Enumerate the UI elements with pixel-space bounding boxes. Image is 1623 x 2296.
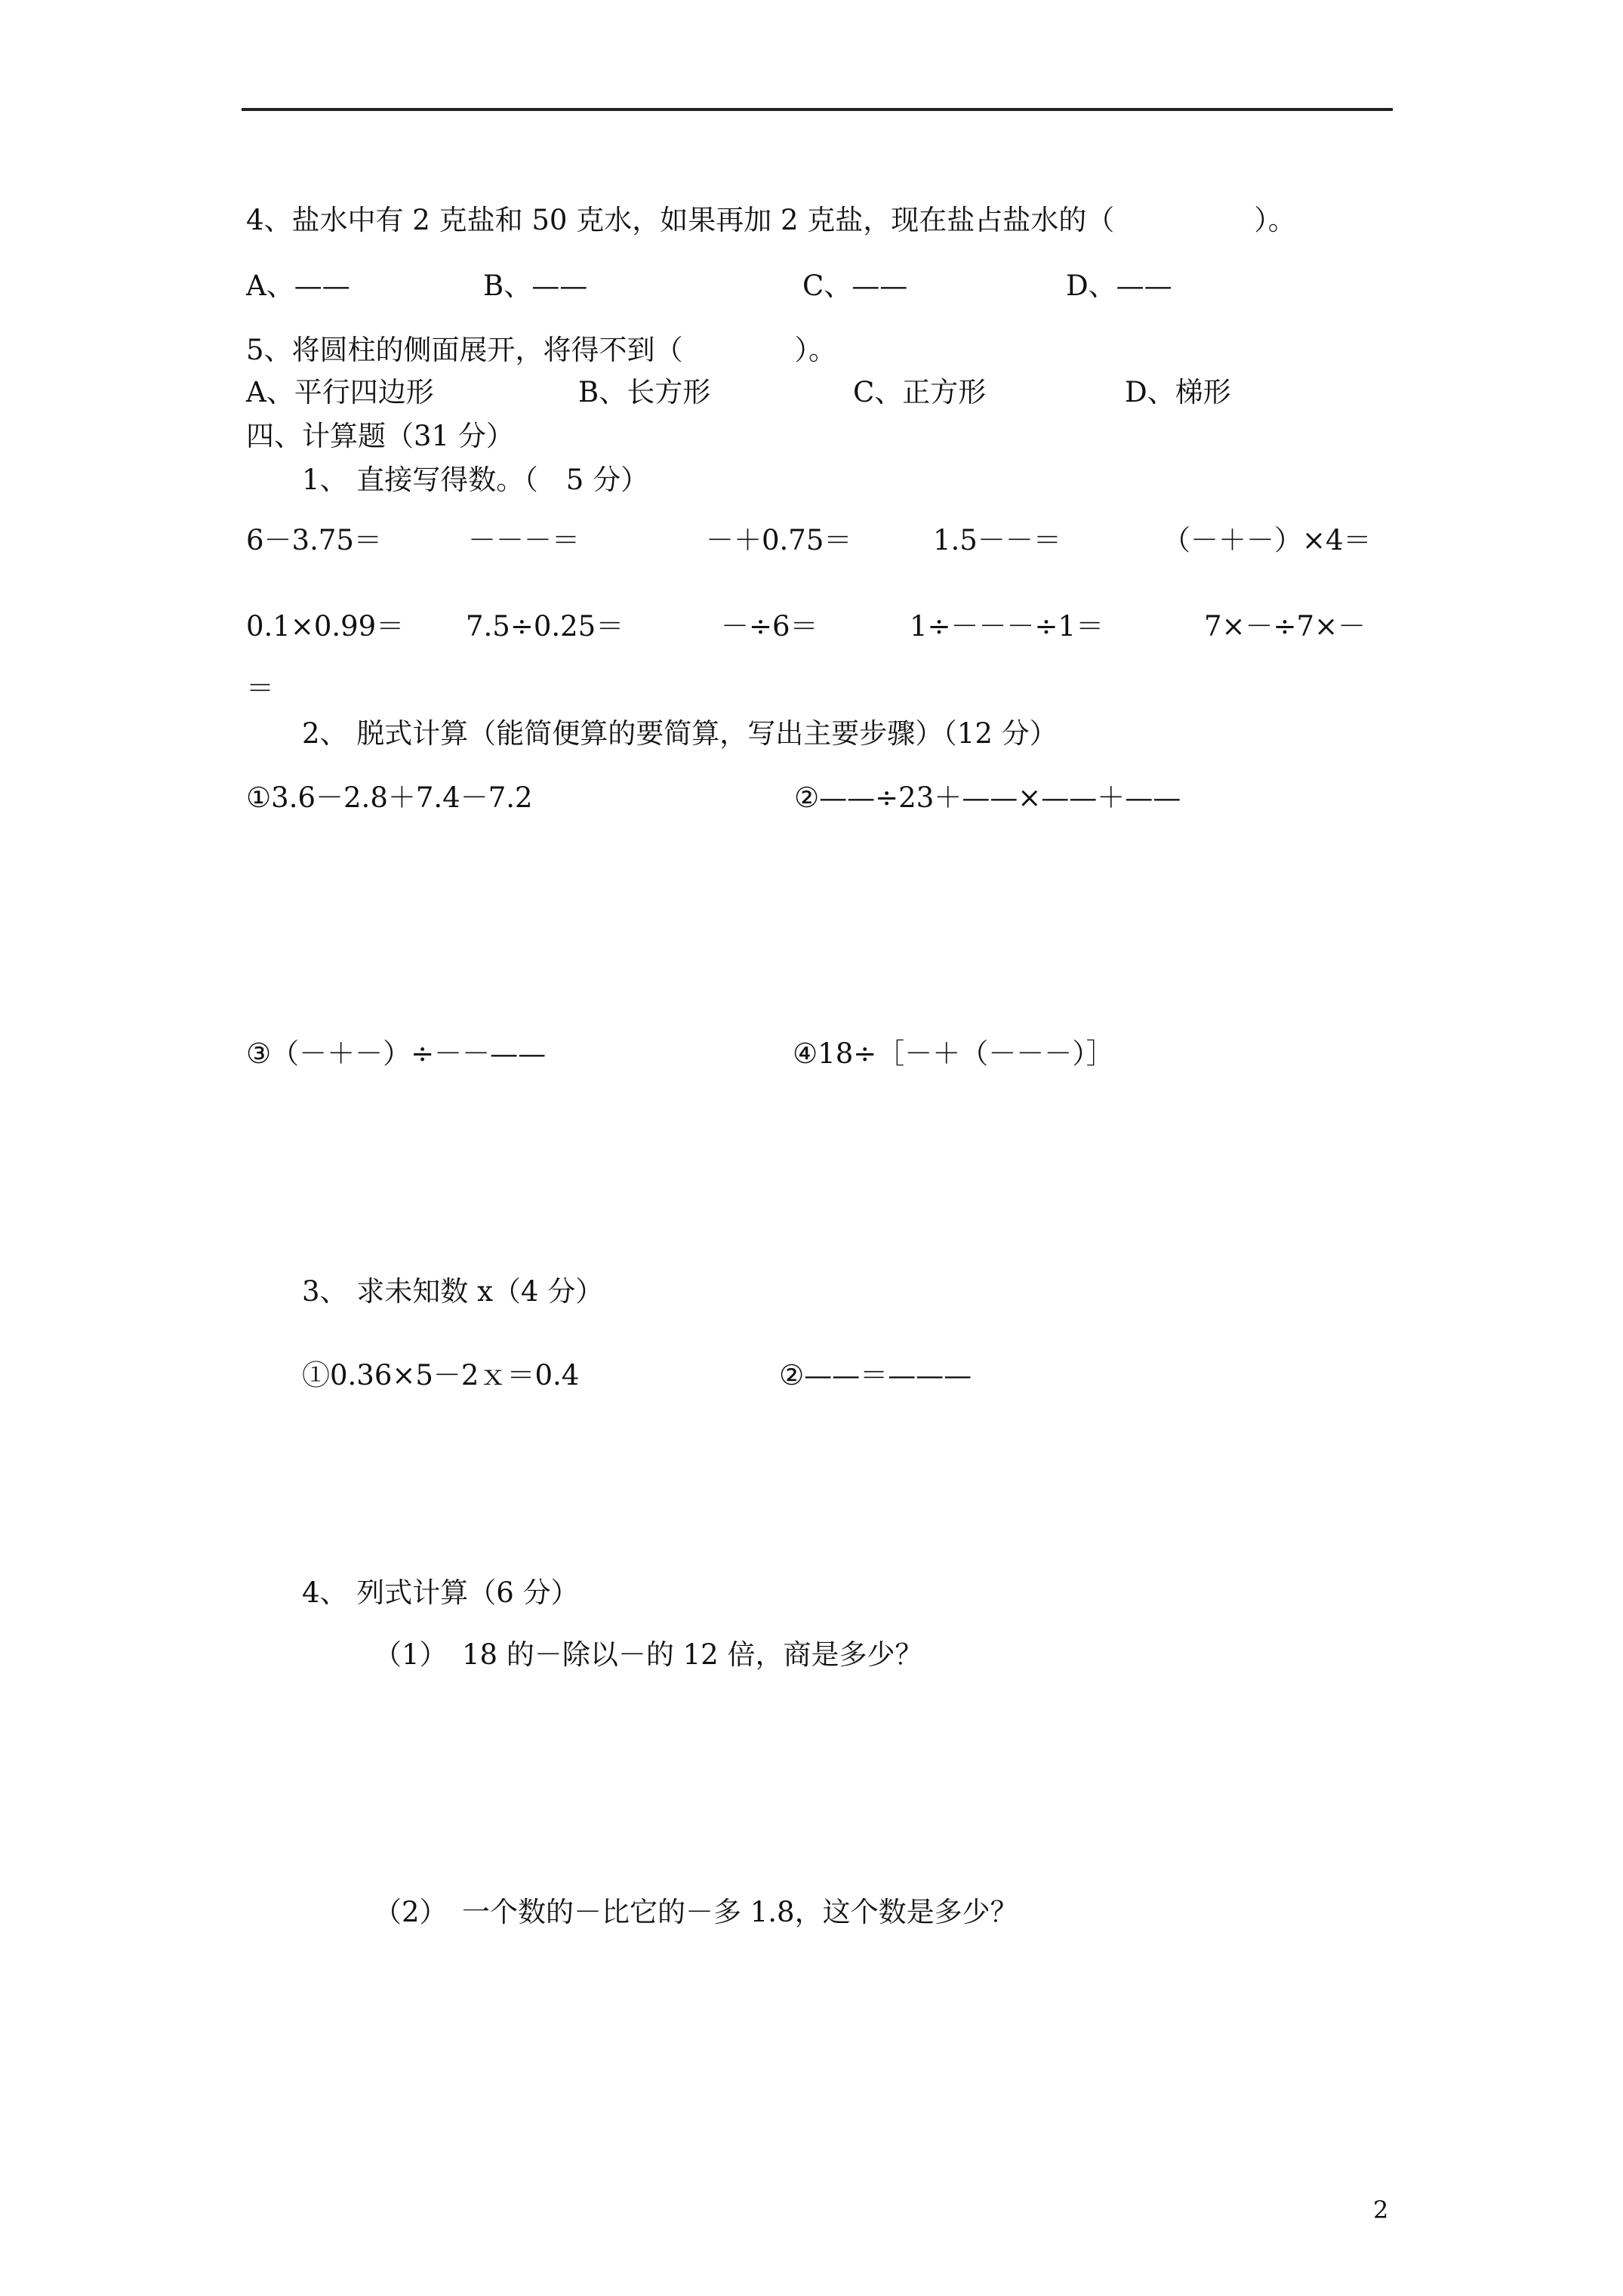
q4-option-c: C、—— (802, 270, 908, 302)
part1-row1-item5: （－＋－）×4＝ (1163, 524, 1372, 556)
q5-option-d: D、梯形 (1125, 376, 1231, 408)
part1-row2-item4: 1÷－－－÷1＝ (910, 610, 1104, 643)
part1-row1-item4: 1.5－－＝ (933, 524, 1061, 556)
part1-row2-wrap: ＝ (246, 672, 274, 704)
q4-option-b: B、—— (483, 270, 588, 302)
part2-title: 2、 脱式计算（能简便算的要简算，写出主要步骤）（12 分） (302, 717, 1058, 750)
part2-item4: ④18÷［－＋（－－－）］ (793, 1037, 1114, 1070)
part4-item1-text: 18 的－除以－的 12 倍，商是多少？ (462, 1638, 923, 1671)
part1-title: 1、 直接写得数。（ 5 分） (302, 464, 649, 496)
q5-option-a: A、平行四边形 (246, 376, 434, 408)
part1-row2-item3: －÷6＝ (721, 610, 818, 643)
part1-row2-item2: 7.5÷0.25＝ (466, 610, 624, 643)
part1-row1-item3: －＋0.75＝ (706, 524, 852, 556)
part4-title: 4、 列式计算（6 分） (302, 1576, 579, 1609)
part3-item2: ②——＝——— (779, 1359, 972, 1391)
part3-title: 3、 求未知数 x（4 分） (302, 1275, 604, 1308)
q4-stem: 4、盐水中有 2 克盐和 50 克水，如果再加 2 克盐，现在盐占盐水的（ ）。 (246, 204, 1296, 236)
part4-item2-text: 一个数的－比它的－多 1.8，这个数是多少？ (462, 1896, 1018, 1928)
section-heading: 四、计算题（31 分） (246, 420, 514, 452)
q5-option-c: C、正方形 (853, 376, 987, 408)
part2-item2: ②——÷23＋——×——＋—— (794, 781, 1181, 814)
part2-item3: ③（－＋－）÷－－—— (246, 1037, 547, 1070)
q5-option-b: B、长方形 (578, 376, 711, 408)
part1-row2-item1: 0.1×0.99＝ (246, 610, 405, 643)
part4-item1-label: （1） (374, 1638, 448, 1671)
q4-option-a: A、—— (246, 270, 350, 302)
header-rule (242, 108, 1393, 111)
part4-item2-label: （2） (374, 1896, 448, 1928)
part1-row1-item1: 6－3.75＝ (246, 524, 382, 556)
page-number: 2 (1373, 2196, 1389, 2224)
part1-row1-item2: －－－＝ (468, 524, 580, 556)
part3-item1: ①0.36×5－2ｘ＝0.4 (302, 1359, 580, 1391)
q4-option-d: D、—— (1066, 270, 1172, 302)
part2-item1: ①3.6－2.8＋7.4－7.2 (246, 781, 533, 814)
q5-stem: 5、将圆柱的侧面展开，将得不到（ ）。 (246, 334, 837, 366)
part1-row2-item5: 7×－÷7×－ (1204, 610, 1366, 643)
